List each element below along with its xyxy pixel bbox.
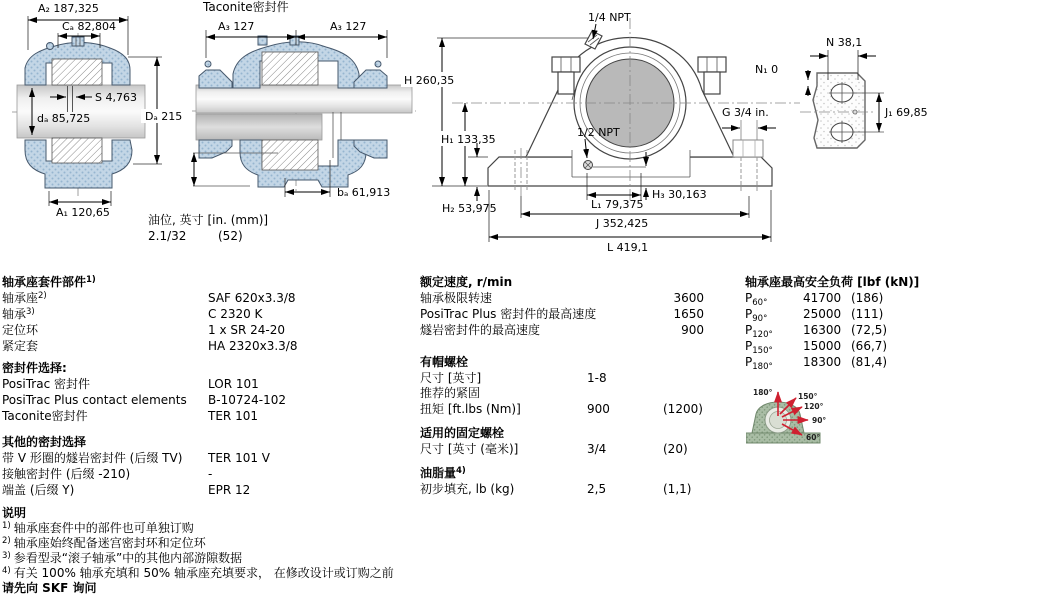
dim-A1: A₁ 120,65	[56, 206, 110, 219]
fixing-bolt-size-row: 尺寸 [英寸 (毫米)] 3/4 (20)	[420, 442, 688, 456]
dim-A2: A₂ 187,325	[38, 2, 99, 15]
dim-H: H 260,35	[404, 74, 455, 87]
seal-row-taconite: Taconite密封件 TER 101	[2, 409, 258, 423]
housing-kit-title: 轴承座套件部件$^{1)}$	[2, 275, 96, 289]
seal-options-title: 密封件选择:	[2, 361, 67, 375]
dim-A3-right: A₃ 127	[330, 20, 367, 33]
dim-ba: bₐ 61,913	[337, 186, 391, 199]
dim-npt-top: 1/4 NPT	[588, 11, 631, 24]
cap-bolt-size-row: 尺寸 [英寸] 1-8	[420, 371, 607, 385]
kit-row-bearing: 轴承$^{3)}$ C 2320 K	[2, 307, 263, 321]
dim-J1: J₁ 69,85	[885, 106, 928, 119]
drawing-housing-front	[401, 11, 800, 254]
load-row-150: $P_{150^\circ}$ 15000 (66,7)	[745, 339, 888, 356]
grease-title: 油脂量$^{4)}$	[420, 466, 466, 480]
other-seal-row-tv: 带 V 形圈的燧岩密封件 (后缀 TV) TER 101 V	[2, 451, 270, 465]
seal-row-positrac-plus: PosiTrac Plus contact elements B-10724-102	[2, 393, 286, 407]
load-row-180: $P_{180^\circ}$ 18300 (81,4)	[745, 355, 888, 372]
angle-label-90: 90°	[812, 416, 827, 425]
cap-bolt-torque-label: 推荐的紧固	[420, 386, 481, 400]
other-seal-row-210: 接触密封件 (后缀 -210) -	[2, 467, 213, 481]
drawing-taconite-section	[148, 0, 416, 243]
drawing-base-end-view	[800, 36, 928, 148]
technical-drawings	[0, 0, 1050, 272]
dim-H3: H₃ 30,163	[652, 188, 707, 201]
safe-load-section	[745, 274, 1045, 370]
dim-H1: H₁ 133,35	[441, 133, 496, 146]
notes-title: 说明	[2, 506, 27, 520]
note-1: $^{1)}$ 轴承座套件中的部件也可单独订购	[2, 521, 194, 535]
safe-load-title: 轴承座最高安全负荷 [lbf (kN)]	[745, 275, 920, 289]
cap-bolts-title: 有帽螺栓	[420, 355, 469, 369]
dim-da: dₐ 85,725	[37, 112, 91, 125]
speed-title: 额定速度, r/min	[420, 275, 513, 289]
note-footer: 请先向 SKF 询问	[2, 581, 97, 595]
kit-row-locating-ring: 定位环 1 x SR 24-20	[2, 323, 286, 337]
other-seal-row-y: 端盖 (后缀 Y) EPR 12	[2, 483, 251, 497]
notes-block	[2, 506, 414, 596]
dim-N: N 38,1	[826, 36, 863, 49]
angle-label-150: 150°	[798, 392, 818, 401]
taconite-title: Taconite密封件	[203, 0, 289, 14]
housing-kit-section	[2, 274, 414, 596]
dim-S: S 4,763	[95, 91, 137, 104]
fixing-bolts-title: 适用的固定螺栓	[420, 426, 505, 440]
note-2: $^{2)}$ 轴承座始终配备迷宫密封环和定位环	[2, 536, 206, 550]
speed-row-positrac-plus: PosiTrac Plus 密封件的最高速度 1650	[420, 307, 704, 321]
speed-row-bearing-limit: 轴承极限转速 3600	[420, 291, 704, 305]
angle-label-180: 180°	[753, 388, 773, 397]
dim-G: G 3/4 in.	[722, 106, 769, 119]
angle-label-120: 120°	[804, 402, 824, 411]
load-row-60: $P_{60^\circ}$ 41700 (186)	[745, 291, 884, 308]
oil-level-mm: (52)	[218, 229, 243, 243]
load-row-120: $P_{120^\circ}$ 16300 (72,5)	[745, 323, 888, 340]
drawing-saf-cross-section	[12, 2, 187, 219]
dim-L: L 419,1	[607, 241, 649, 254]
dim-H2: H₂ 53,975	[442, 202, 497, 215]
dim-N1: N₁ 0	[755, 63, 779, 76]
dim-A3-left: A₃ 127	[218, 20, 255, 33]
dim-J: J 352,425	[596, 217, 649, 230]
dim-npt-side: 1/2 NPT	[577, 126, 620, 139]
other-seals-title: 其他的密封选择	[2, 435, 87, 449]
angle-label-60: 60°	[806, 433, 821, 442]
oil-level-inches: 2.1/32	[148, 229, 187, 243]
dim-Da: Dₐ 215	[145, 110, 183, 123]
seal-row-positrac: PosiTrac 密封件 LOR 101	[2, 377, 259, 391]
note-4: $^{4)}$ 有关 100% 轴承充填和 50% 轴承座充填要求， 在修改设计或订购之前	[2, 566, 394, 580]
load-direction-diagram	[746, 386, 846, 452]
dim-L1: L₁ 79,375	[591, 198, 644, 211]
speed-row-taconite: 燧岩密封件的最高速度 900	[420, 323, 704, 337]
note-3: $^{3)}$ 参看型录“滚子轴承”中的其他内部游隙数据	[2, 551, 243, 565]
kit-row-sleeve: 紧定套 HA 2320x3.3/8	[2, 339, 298, 353]
cap-bolt-torque-row: 扭矩 [ft.lbs (Nm)] 900 (1200)	[420, 402, 703, 416]
dim-Ca: Cₐ 82,804	[62, 20, 116, 33]
oil-level-label: 油位, 英寸 [in. (mm)]	[148, 213, 269, 227]
grease-fill-row: 初步填充, lb (kg) 2,5 (1,1)	[420, 482, 692, 496]
kit-row-housing: 轴承座$^{2)}$ SAF 620x3.3/8	[2, 291, 296, 305]
speed-bolt-grease-section	[420, 274, 720, 497]
load-row-90: $P_{90^\circ}$ 25000 (111)	[745, 307, 884, 324]
